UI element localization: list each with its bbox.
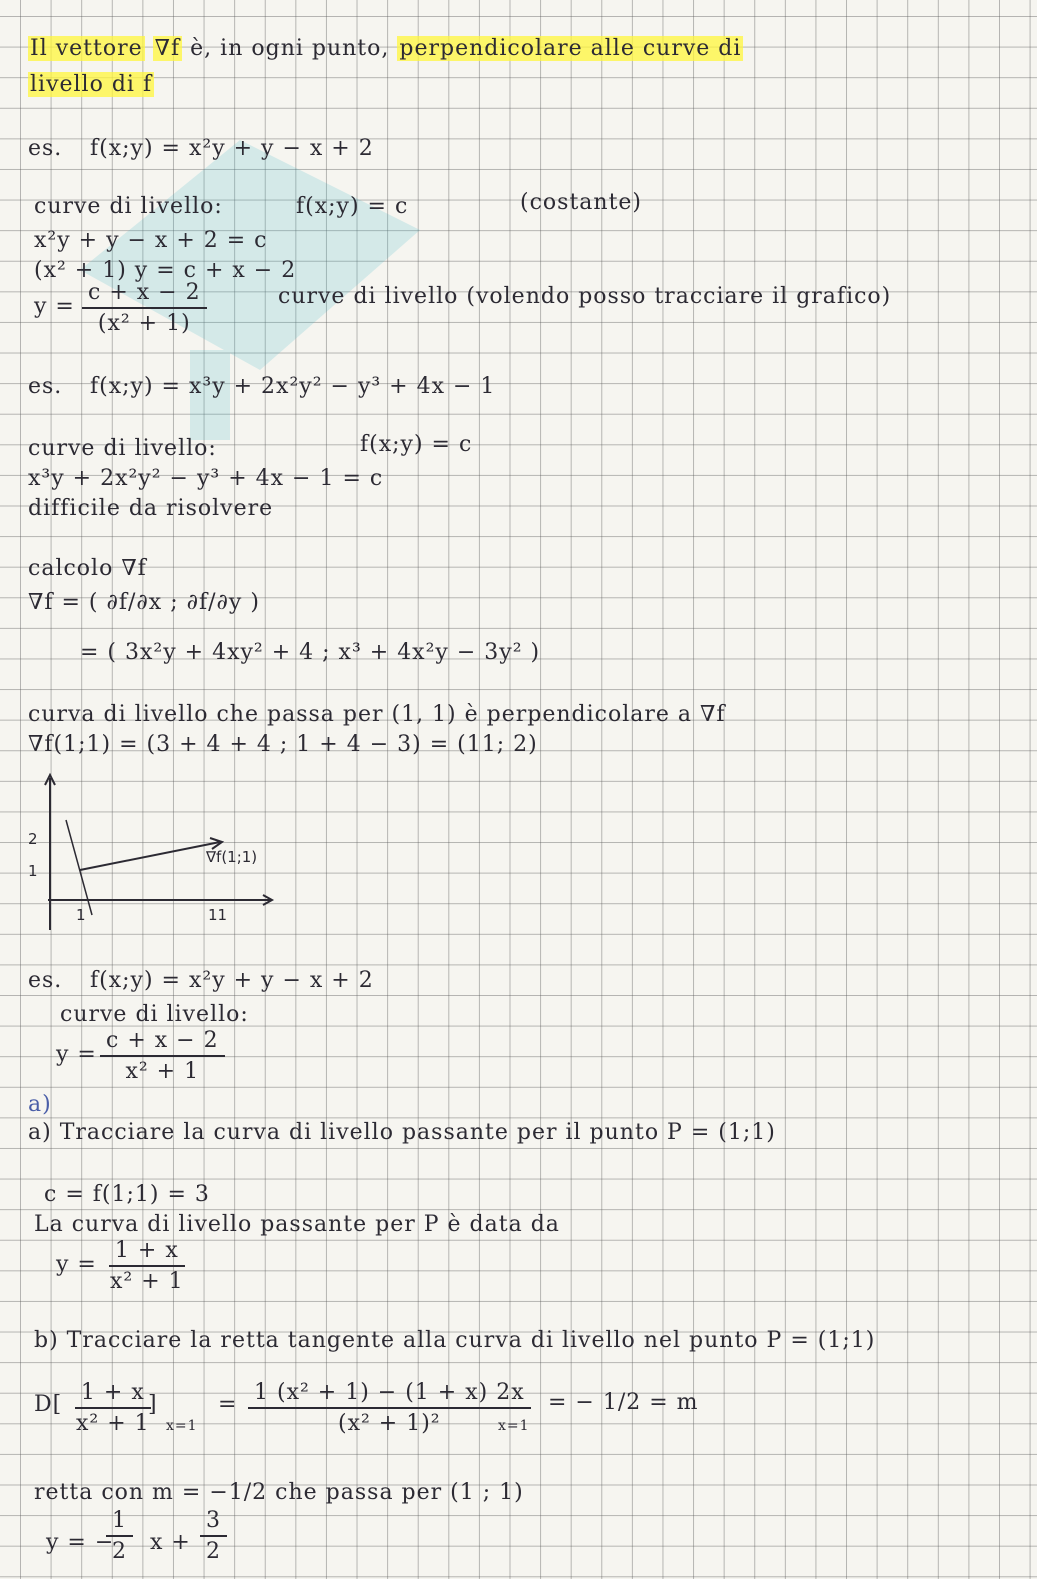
ex1-curves-equation: f(x;y) = c (296, 194, 409, 219)
part-a-passing-text: La curva di livello passante per P è data da (34, 1212, 560, 1237)
gradient-vector-label: ∇f(1;1) (206, 848, 258, 866)
ex1-function: f(x;y) = x²y + y − x + 2 (90, 136, 374, 161)
ex1-label: es. (28, 136, 63, 161)
ex2-calc-gradient: calcolo ∇f (28, 556, 147, 581)
ex1-y-fraction (82, 280, 207, 336)
ex2-hard-note: difficile da risolvere (28, 496, 274, 521)
final-mid: x + (150, 1530, 191, 1555)
ex3-y-denominator: x² + 1 (125, 1059, 200, 1084)
ex1-constant-note: (costante) (520, 190, 643, 215)
header-line-1 (28, 36, 743, 61)
part-a-c-value: c = f(1;1) = 3 (44, 1182, 210, 1207)
derivative-quotient-numerator: 1 (x² + 1) − (1 + x) 2x (248, 1380, 531, 1409)
ex1-equation-2: (x² + 1) y = c + x − 2 (34, 258, 297, 283)
ex2-gradient-definition: ∇f = ( ∂f/∂x ; ∂f/∂y ) (28, 590, 260, 615)
final-slope-numerator: 1 (106, 1508, 133, 1537)
part-a-y-numerator: 1 + x (109, 1238, 185, 1267)
tangent-line-text: retta con m = −1/2 che passa per (1 ; 1) (34, 1480, 524, 1505)
gradient-vector (80, 842, 220, 870)
ex1-y-denominator: (x² + 1) (97, 311, 191, 336)
ex3-label: es. (28, 968, 63, 993)
header-line-2 (28, 72, 154, 97)
part-a-statement: a) Tracciare la curva di livello passante per il punto P = (1;1) (28, 1120, 776, 1145)
highlight-perpendicolare: perpendicolare alle curve di (399, 36, 742, 61)
ex2-equation: x³y + 2x²y² − y³ + 4x − 1 = c (28, 466, 384, 491)
highlight-gradient: ∇f (154, 36, 181, 61)
ex1-curves-label: curve di livello: (34, 194, 223, 219)
part-b-statement: b) Tracciare la retta tangente alla curva di livello nel punto P = (1;1) (34, 1328, 876, 1353)
ex2-curves-equation: f(x;y) = c (360, 432, 473, 457)
final-intercept-numerator: 3 (200, 1508, 227, 1537)
ex1-comment: curve di livello (volendo posso tracciare il grafico) (278, 284, 892, 309)
final-lhs: y = − (46, 1530, 115, 1555)
derivative-operator: D[ (34, 1392, 63, 1417)
y-tick-1: 1 (28, 862, 38, 880)
final-intercept-fraction (200, 1508, 227, 1564)
ex3-y-fraction (100, 1028, 225, 1084)
derivative-argument-numerator: 1 + x (75, 1380, 151, 1409)
ex3-function: f(x;y) = x²y + y − x + 2 (90, 968, 374, 993)
final-intercept-denominator: 2 (206, 1539, 221, 1564)
ex3-y-lhs: y = (56, 1042, 97, 1067)
part-a-y-fraction (104, 1238, 190, 1294)
ex1-y-lhs: y = (34, 294, 75, 319)
x-tick-1: 1 (76, 906, 86, 924)
ex2-perpendicular-note: curva di livello che passa per (1, 1) è perpendicolare a ∇f (28, 702, 726, 727)
ex1-equation-1: x²y + y − x + 2 = c (34, 228, 268, 253)
part-a-y-denominator: x² + 1 (110, 1269, 184, 1294)
ex2-curves-label: curve di livello: (28, 436, 217, 461)
highlight-vettore: Il vettore (30, 36, 143, 61)
derivative-quotient-denominator: (x² + 1)² (337, 1411, 441, 1436)
ex3-curves-label: curve di livello: (60, 1002, 249, 1027)
derivative-quotient (248, 1380, 531, 1436)
derivative-result: = − 1/2 = m (548, 1390, 699, 1415)
ex2-label: es. (28, 374, 63, 399)
ex3-y-numerator: c + x − 2 (100, 1028, 225, 1057)
x-tick-11: 11 (208, 906, 228, 924)
y-tick-2: 2 (28, 830, 38, 848)
ex2-gradient-value: = ( 3x²y + 4xy² + 4 ; x³ + 4x²y − 3y² ) (80, 640, 541, 665)
derivative-eval-point: x=1 (166, 1418, 198, 1434)
ex2-gradient-at-point: ∇f(1;1) = (3 + 4 + 4 ; 1 + 4 − 3) = (11; 2) (28, 732, 538, 757)
header-mid-text: è, in ogni punto, (190, 36, 390, 61)
derivative-argument-denominator: x² + 1 (76, 1411, 150, 1436)
gradient-sketch (20, 770, 320, 940)
final-slope-fraction (106, 1508, 133, 1564)
ex2-function: f(x;y) = x³y + 2x²y² − y³ + 4x − 1 (90, 374, 496, 399)
derivative-bracket-close: ] (148, 1392, 158, 1417)
derivative-eval-point-2: x=1 (498, 1418, 530, 1434)
ex1-y-numerator: c + x − 2 (82, 280, 207, 309)
part-a-tag: a) (28, 1092, 52, 1117)
derivative-equals: = (218, 1392, 238, 1417)
highlight-livello: livello di f (30, 72, 153, 97)
final-slope-denominator: 2 (112, 1539, 127, 1564)
derivative-argument (70, 1380, 156, 1436)
part-a-y-lhs: y = (56, 1252, 97, 1277)
